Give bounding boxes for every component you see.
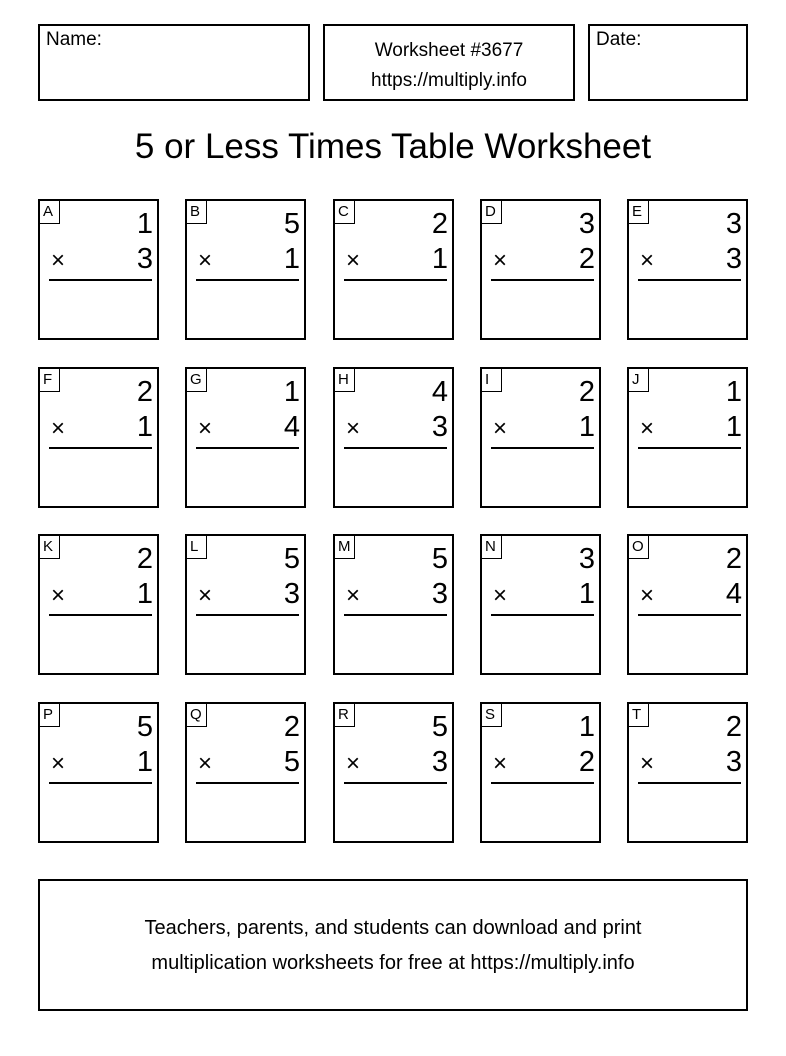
problem-cell <box>38 534 159 675</box>
problem-letter: E <box>629 201 649 224</box>
multiplier: 3 <box>431 746 448 778</box>
times-sign: × <box>51 247 66 274</box>
problem-letter: Q <box>187 704 207 727</box>
problem-cell <box>480 367 601 508</box>
problem-letter: K <box>40 536 60 559</box>
times-sign: × <box>346 582 361 609</box>
problem-cell <box>185 534 306 675</box>
times-sign: × <box>640 247 655 274</box>
answer-line <box>491 279 594 281</box>
answer-line <box>49 447 152 449</box>
answer-line <box>344 614 447 616</box>
name-label: Name: <box>46 29 102 50</box>
multiplicand: 5 <box>283 543 300 575</box>
multiplier: 4 <box>283 411 300 443</box>
multiplier: 1 <box>578 578 595 610</box>
problem-letter: M <box>335 536 355 559</box>
problem-letter: B <box>187 201 207 224</box>
multiplier: 1 <box>431 243 448 275</box>
answer-line <box>196 447 299 449</box>
multiplicand: 1 <box>578 711 595 743</box>
multiplicand: 5 <box>431 711 448 743</box>
problem-letter: J <box>629 369 649 392</box>
problem-letter: O <box>629 536 649 559</box>
answer-line <box>49 279 152 281</box>
problem-letter: G <box>187 369 207 392</box>
multiplicand: 2 <box>136 376 153 408</box>
times-sign: × <box>51 582 66 609</box>
problem-letter: L <box>187 536 207 559</box>
problem-cell <box>333 702 454 843</box>
times-sign: × <box>198 247 213 274</box>
answer-line <box>344 782 447 784</box>
multiplicand: 1 <box>283 376 300 408</box>
times-sign: × <box>493 750 508 777</box>
problem-cell <box>185 702 306 843</box>
multiplier: 1 <box>136 746 153 778</box>
problem-cell <box>627 199 748 340</box>
problem-cell <box>480 199 601 340</box>
problem-cell <box>627 367 748 508</box>
multiplier: 4 <box>725 578 742 610</box>
answer-line <box>196 782 299 784</box>
multiplier: 1 <box>136 411 153 443</box>
times-sign: × <box>346 247 361 274</box>
problem-letter: A <box>40 201 60 224</box>
multiplier: 3 <box>431 411 448 443</box>
multiplier: 1 <box>136 578 153 610</box>
multiplicand: 2 <box>725 543 742 575</box>
multiplier: 1 <box>725 411 742 443</box>
problem-grid <box>38 199 748 842</box>
times-sign: × <box>346 415 361 442</box>
footer-note <box>38 879 748 1011</box>
times-sign: × <box>640 415 655 442</box>
problem-cell <box>333 199 454 340</box>
problem-cell <box>38 367 159 508</box>
answer-line <box>638 279 741 281</box>
times-sign: × <box>346 750 361 777</box>
problem-letter: I <box>482 369 502 392</box>
times-sign: × <box>198 750 213 777</box>
multiplier: 3 <box>725 746 742 778</box>
answer-line <box>638 782 741 784</box>
problem-letter: R <box>335 704 355 727</box>
multiplier: 5 <box>283 746 300 778</box>
multiplier: 3 <box>136 243 153 275</box>
times-sign: × <box>51 415 66 442</box>
problem-cell <box>627 702 748 843</box>
problem-letter: S <box>482 704 502 727</box>
worksheet-info-box <box>323 24 575 101</box>
problem-letter: P <box>40 704 60 727</box>
page-title: 5 or Less Times Table Worksheet <box>134 127 652 166</box>
problem-cell <box>480 702 601 843</box>
problem-letter: F <box>40 369 60 392</box>
multiplier: 1 <box>283 243 300 275</box>
problem-cell <box>185 199 306 340</box>
problem-cell <box>38 702 159 843</box>
times-sign: × <box>493 247 508 274</box>
answer-line <box>49 614 152 616</box>
answer-line <box>196 279 299 281</box>
name-field[interactable] <box>38 24 310 101</box>
worksheet-number: Worksheet #3677 <box>374 40 524 61</box>
multiplicand: 5 <box>431 543 448 575</box>
times-sign: × <box>493 415 508 442</box>
times-sign: × <box>198 415 213 442</box>
times-sign: × <box>51 750 66 777</box>
multiplier: 3 <box>431 578 448 610</box>
times-sign: × <box>640 582 655 609</box>
footer-line-2: multiplication worksheets for free at https://multiply.info <box>151 952 635 974</box>
answer-line <box>491 782 594 784</box>
times-sign: × <box>198 582 213 609</box>
multiplicand: 3 <box>725 208 742 240</box>
multiplier: 3 <box>283 578 300 610</box>
multiplicand: 2 <box>431 208 448 240</box>
times-sign: × <box>640 750 655 777</box>
answer-line <box>344 279 447 281</box>
multiplicand: 5 <box>283 208 300 240</box>
problem-cell <box>333 367 454 508</box>
answer-line <box>491 614 594 616</box>
problem-letter: C <box>335 201 355 224</box>
answer-line <box>638 614 741 616</box>
multiplicand: 5 <box>136 711 153 743</box>
multiplicand: 3 <box>578 543 595 575</box>
multiplicand: 3 <box>578 208 595 240</box>
answer-line <box>196 614 299 616</box>
answer-line <box>344 447 447 449</box>
problem-cell <box>480 534 601 675</box>
times-sign: × <box>493 582 508 609</box>
worksheet-url: https://multiply.info <box>371 70 527 91</box>
problem-cell <box>333 534 454 675</box>
multiplier: 1 <box>578 411 595 443</box>
problem-letter: H <box>335 369 355 392</box>
multiplier: 2 <box>578 243 595 275</box>
multiplicand: 1 <box>725 376 742 408</box>
multiplicand: 2 <box>136 543 153 575</box>
problem-letter: N <box>482 536 502 559</box>
multiplicand: 4 <box>431 376 448 408</box>
multiplier: 2 <box>578 746 595 778</box>
multiplier: 3 <box>725 243 742 275</box>
multiplicand: 1 <box>136 208 153 240</box>
answer-line <box>49 782 152 784</box>
date-label: Date: <box>596 29 642 50</box>
date-field[interactable] <box>588 24 748 101</box>
answer-line <box>491 447 594 449</box>
problem-letter: D <box>482 201 502 224</box>
answer-line <box>638 447 741 449</box>
problem-cell <box>38 199 159 340</box>
multiplicand: 2 <box>283 711 300 743</box>
multiplicand: 2 <box>725 711 742 743</box>
problem-cell <box>627 534 748 675</box>
footer-line-1: Teachers, parents, and students can download and print <box>144 917 642 939</box>
problem-letter: T <box>629 704 649 727</box>
problem-cell <box>185 367 306 508</box>
multiplicand: 2 <box>578 376 595 408</box>
